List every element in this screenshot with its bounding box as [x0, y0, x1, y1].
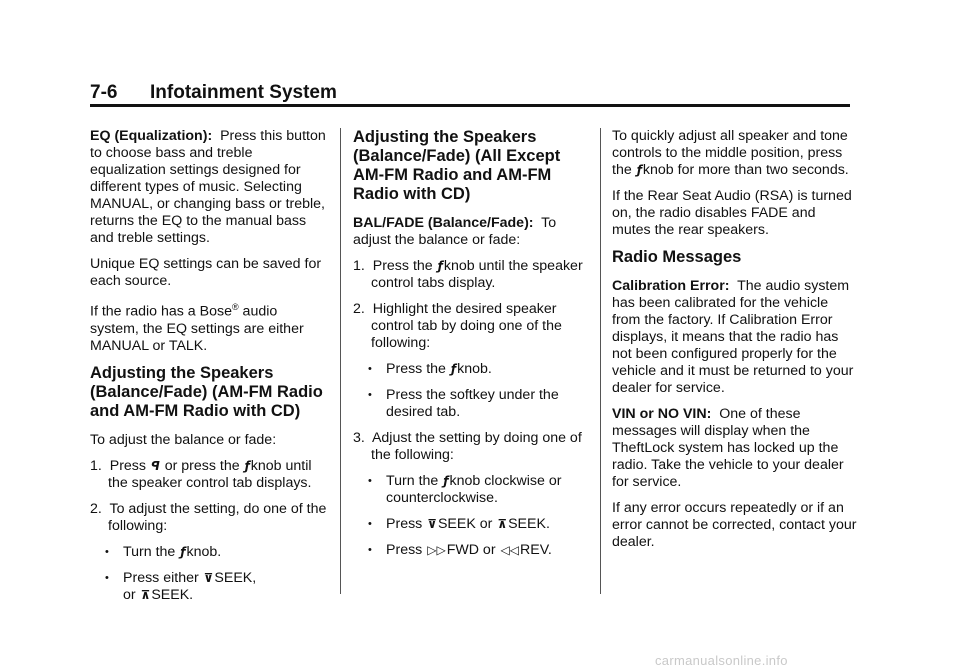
tune-knob-icon: ƒ: [636, 163, 642, 177]
step-number: 2.: [353, 301, 365, 317]
seek-prev-icon: ⊼: [497, 517, 508, 531]
step-number: 1.: [90, 457, 102, 474]
rewind-icon: ◁◁: [500, 543, 519, 557]
bullet-text: SEEK.: [151, 586, 194, 603]
bose-paragraph: [90, 299, 328, 355]
eq-label: EQ (Equalization):: [90, 128, 213, 144]
watermark: carmanualsonline.info: [655, 653, 788, 668]
column-right: [612, 128, 857, 560]
step-text: Press the: [372, 258, 433, 274]
step-3: [353, 430, 591, 464]
tune-knob-icon: ƒ: [443, 474, 449, 488]
paragraph-text: To quickly adjust all speaker and tone controls to the middle position, press the: [612, 128, 848, 178]
bullet-text: FWD or: [446, 542, 496, 558]
eq-save-text: Unique EQ settings can be saved for each source.: [90, 256, 322, 289]
column-middle: [353, 128, 591, 568]
header-rule: [90, 104, 850, 107]
intro-text: To adjust the balance or fade:: [90, 431, 277, 448]
section-title: Infotainment System: [150, 82, 337, 103]
bullet-text: Turn the: [386, 473, 439, 489]
paragraph-text: knob for more than two seconds.: [642, 162, 849, 178]
bullet-text: SEEK,: [214, 569, 257, 586]
bullet-text: Press: [386, 542, 423, 558]
vin-label: VIN or NO VIN:: [612, 406, 712, 422]
step-number: 3.: [353, 430, 365, 446]
step-text: knob until the speaker control tabs display.: [371, 258, 583, 291]
calibration-text: The audio system has been calibrated for the vehicle from the factory. If Calibration Error displays, it means that the radio has not been configured properly for the vehicle and it must be returned to your dealer for service.: [612, 278, 854, 396]
column-left: [90, 128, 328, 613]
column-divider: [340, 128, 341, 594]
bullet-text: Press: [386, 516, 423, 532]
bal-paragraph: [353, 215, 591, 249]
tune-knob-icon: ƒ: [180, 544, 186, 559]
bal-label: BAL/FADE (Balance/Fade):: [353, 215, 534, 231]
bullet-item: [353, 516, 591, 533]
step-text: Adjust the setting by doing one of the following:: [371, 430, 582, 463]
fast-forward-icon: ▷▷: [427, 543, 446, 557]
eq-paragraph: [90, 128, 328, 247]
step-1: [90, 458, 328, 492]
error-paragraph: If any error occurs repeatedly or if an error cannot be corrected, contact your dealer.: [612, 500, 857, 550]
bullet-item: [353, 542, 591, 559]
eq-text: Press this button to choose bass and treble equalization settings designed for different types of music. Selecting MANUAL, or changing bass or treble, returns the EQ to the manual bass and treble settings.: [90, 128, 326, 246]
section-heading: Adjusting the Speakers (Balance/Fade) (All Except AM-FM Radio and AM-FM Radio with CD): [353, 128, 561, 203]
bullet-text: SEEK.: [508, 516, 550, 532]
section-heading: Radio Messages: [612, 248, 742, 266]
tune-knob-icon: ƒ: [450, 362, 457, 376]
bullet-item: • Press the softkey under the desired tab.: [353, 387, 591, 421]
vin-text: One of these messages will display when the TheftLock system has locked up the radio. Take the vehicle to your dealer for service.: [612, 406, 844, 490]
calibration-paragraph: [612, 278, 857, 397]
bullet-text: SEEK or: [437, 516, 493, 532]
bullet-text: or: [123, 586, 136, 603]
bose-text-a: If the radio has a Bose: [90, 303, 232, 320]
menu-icon: ꟼ: [150, 458, 160, 473]
bullet-item: [90, 570, 328, 604]
tune-knob-icon: ƒ: [244, 458, 250, 473]
step-2: [90, 501, 328, 535]
bullet-item: [353, 473, 591, 507]
bullet-text: knob.: [457, 361, 492, 377]
bose-text-b: audio system, the EQ settings are either MANUAL or TALK.: [90, 303, 304, 354]
bullet-text: knob.: [186, 543, 222, 560]
rsa-paragraph: If the Rear Seat Audio (RSA) is turned on, the radio disables FADE and mutes the rear speakers.: [612, 188, 852, 238]
step-text: Press: [109, 457, 146, 474]
step-number: 1.: [353, 258, 365, 274]
step-text: or press the: [160, 457, 240, 474]
bullet-text: Press either: [123, 569, 199, 586]
calibration-label: Calibration Error:: [612, 278, 730, 294]
step-2: [353, 301, 591, 352]
step-text: Highlight the desired speaker control tab by doing one of the following:: [371, 301, 562, 351]
bullet-item: [353, 361, 591, 378]
seek-prev-icon: ⊼: [140, 587, 151, 602]
column-divider: [600, 128, 601, 594]
middle-position-paragraph: [612, 128, 857, 179]
vin-paragraph: [612, 406, 857, 491]
bal-text: To adjust the balance or fade:: [353, 215, 557, 248]
seek-next-icon: ⊽: [427, 517, 437, 531]
step-1: [353, 258, 591, 292]
registered-mark: ®: [231, 302, 239, 312]
step-number: 2.: [90, 500, 102, 517]
bullet-text: Press the: [386, 361, 446, 377]
step-text: To adjust the setting, do one of the following:: [108, 500, 327, 534]
bullet-text: Turn the: [123, 543, 176, 560]
page-number: 7-6: [90, 82, 118, 103]
bullet-item: [90, 544, 328, 561]
bullet-text: knob clockwise or counterclockwise.: [386, 473, 562, 506]
seek-next-icon: ⊽: [203, 570, 214, 585]
tune-knob-icon: ƒ: [437, 259, 443, 273]
bullet-text: REV.: [519, 542, 552, 558]
section-heading: Adjusting the Speakers (Balance/Fade) (AM-FM Radio and AM-FM Radio with CD): [90, 363, 323, 420]
step-text: knob until the speaker control tab displays.: [108, 457, 312, 491]
